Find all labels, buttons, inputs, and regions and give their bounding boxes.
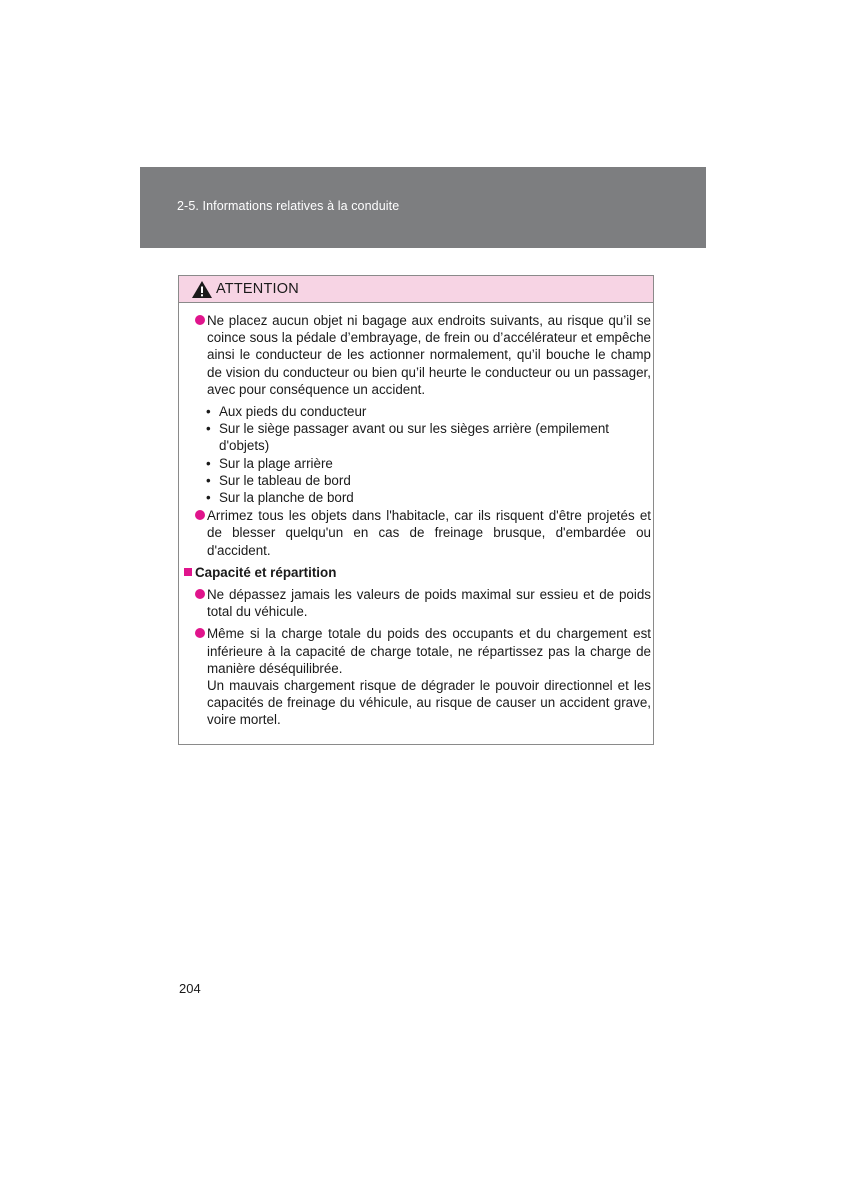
warning-paragraph: Ne placez aucun objet ni bagage aux endroits suivants, au risque qu’il se coince sous la pédale d’embrayage, de frein ou d’accélérateur et empêche ainsi le conducteur de les actionner normalement, qu’il bouche le champ de vision du conducteur ou bien qu’il heurte le conducteur ou un passager, avec pour conséquence un accident. <box>207 312 651 398</box>
list-item: • Aux pieds du conducteur <box>206 404 367 420</box>
list-item: • Sur la planche de bord <box>206 490 354 506</box>
magenta-square-icon <box>184 568 192 576</box>
list-item: • Sur le siège passager avant ou sur les sièges arrière (empilement d'objets) <box>206 421 610 454</box>
section-title: 2-5. Informations relatives à la conduite <box>177 199 400 213</box>
section-subheading: Capacité et répartition <box>195 564 653 581</box>
magenta-bullet-icon <box>195 315 205 325</box>
location-list <box>179 403 653 506</box>
warning-triangle-icon <box>191 280 213 299</box>
warning-paragraph-continued: Un mauvais chargement risque de dégrader le pouvoir directionnel et les capacités de freinage du véhicule, au risque de causer un accident grave, voire mortel. <box>207 678 651 728</box>
warning-box <box>178 275 654 745</box>
magenta-bullet-icon <box>195 589 205 599</box>
warning-paragraph: Même si la charge totale du poids des occupants et du chargement est inférieure à la capacité de charge totale, ne répartissez pas la charge de manière déséquilibrée. <box>207 625 651 677</box>
warning-title: ATTENTION <box>216 281 299 297</box>
chapter-header-band <box>140 167 706 248</box>
list-item: • Sur le tableau de bord <box>206 472 351 488</box>
magenta-bullet-icon <box>195 510 205 520</box>
warning-header <box>179 276 653 303</box>
page-number: 204 <box>179 981 201 996</box>
list-item: • Sur la plage arrière <box>206 455 333 471</box>
warning-paragraph: Arrimez tous les objets dans l'habitacle, car ils risquent d'être projetés et de blesser quelqu'un en cas de freinage brusque, d'embardée ou d'accident. <box>207 507 651 559</box>
warning-content <box>179 303 653 729</box>
warning-paragraph: Ne dépassez jamais les valeurs de poids maximal sur essieu et de poids total du véhicule. <box>207 586 651 620</box>
magenta-bullet-icon <box>195 628 205 638</box>
